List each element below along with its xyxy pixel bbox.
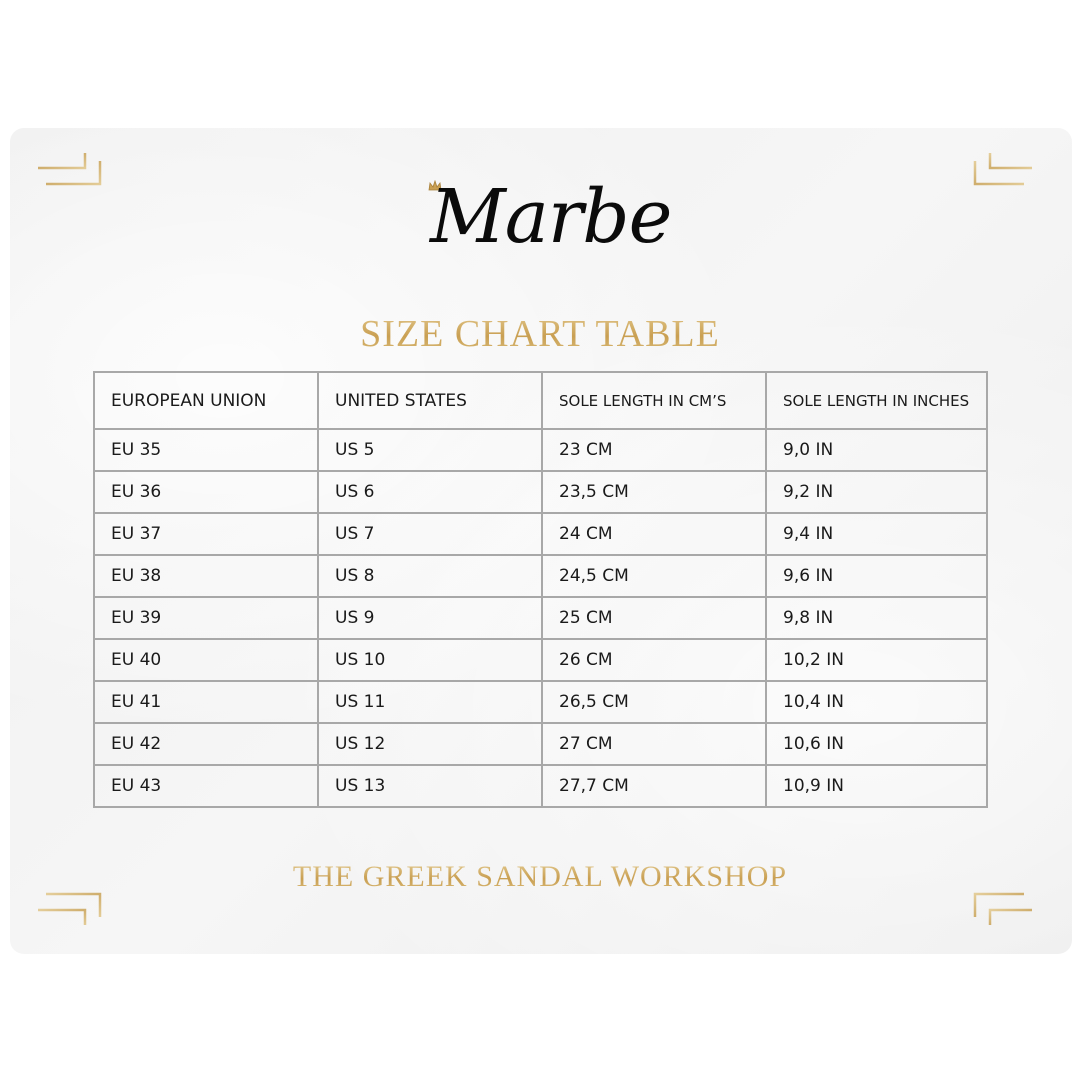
table-row [94,639,987,681]
cell-eu: EU 36 [94,471,318,513]
table-row [94,429,987,471]
cell-in: 9,4 IN [766,513,987,555]
cell-eu: EU 43 [94,765,318,807]
cell-cm: 27 CM [542,723,766,765]
cell-eu: EU 35 [94,429,318,471]
table-row [94,471,987,513]
cell-cm: 23,5 CM [542,471,766,513]
cell-cm: 25 CM [542,597,766,639]
cell-eu: EU 39 [94,597,318,639]
cell-eu: EU 38 [94,555,318,597]
table-row [94,723,987,765]
header-sole-length-cm: SOLE LENGTH IN CM’S [542,372,766,429]
cell-cm: 26,5 CM [542,681,766,723]
header-united-states: UNITED STATES [318,372,542,429]
cell-cm: 23 CM [542,429,766,471]
cell-in: 9,0 IN [766,429,987,471]
header-european-union: EUROPEAN UNION [94,372,318,429]
table-row [94,513,987,555]
table-row [94,765,987,807]
cell-us: US 9 [318,597,542,639]
cell-cm: 27,7 CM [542,765,766,807]
table-row [94,681,987,723]
cell-cm: 24,5 CM [542,555,766,597]
header-sole-length-inches: SOLE LENGTH IN INCHES [766,372,987,429]
cell-us: US 6 [318,471,542,513]
cell-in: 10,9 IN [766,765,987,807]
cell-in: 9,8 IN [766,597,987,639]
cell-cm: 26 CM [542,639,766,681]
cell-us: US 5 [318,429,542,471]
cell-in: 10,6 IN [766,723,987,765]
cell-us: US 11 [318,681,542,723]
table-header-row [94,372,987,429]
cell-eu: EU 40 [94,639,318,681]
cell-in: 10,4 IN [766,681,987,723]
cell-in: 10,2 IN [766,639,987,681]
table-row [94,597,987,639]
brand-name: Marbe [430,174,672,260]
cell-us: US 8 [318,555,542,597]
size-chart-table [93,371,988,808]
cell-us: US 13 [318,765,542,807]
cell-eu: EU 41 [94,681,318,723]
table-row [94,555,987,597]
cell-us: US 7 [318,513,542,555]
footer-workshop-name: THE GREEK SANDAL WORKSHOP [0,860,1080,894]
cell-eu: EU 37 [94,513,318,555]
cell-cm: 24 CM [542,513,766,555]
cell-in: 9,2 IN [766,471,987,513]
cell-eu: EU 42 [94,723,318,765]
cell-in: 9,6 IN [766,555,987,597]
page-title: SIZE CHART TABLE [0,312,1080,356]
cell-us: US 12 [318,723,542,765]
cell-us: US 10 [318,639,542,681]
